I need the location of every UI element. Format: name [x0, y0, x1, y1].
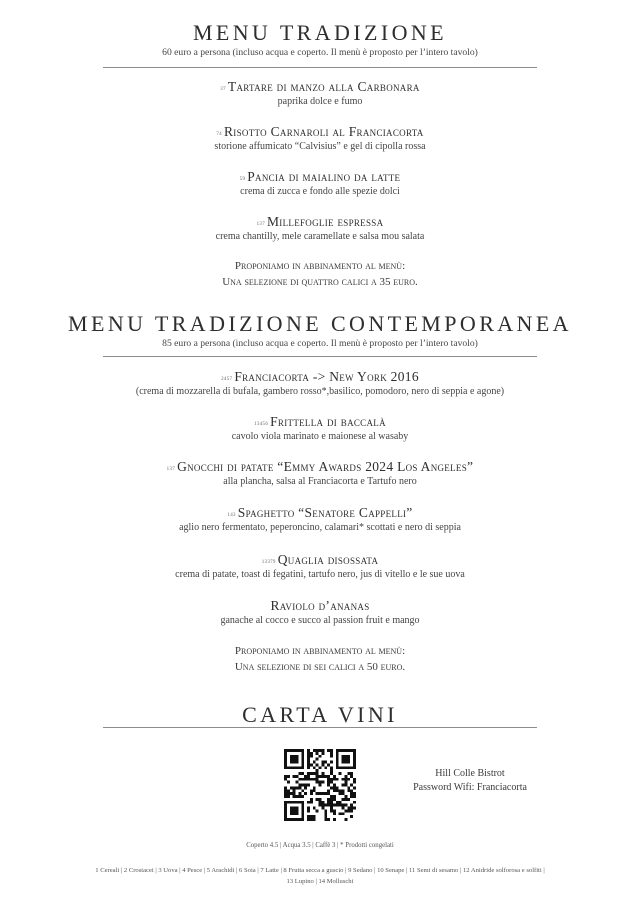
dish-description: ganache al cocco e succo al passion fruit e mango [220, 615, 420, 626]
wine-header [0, 702, 640, 728]
dish-description: paprika dolce e fumo [277, 96, 363, 107]
dish-name: Spaghetto “Senatore Cappelli” [237, 505, 413, 520]
menu2-dish-5 [40, 552, 600, 580]
dish-name: Pancia di maialino da latte [247, 169, 401, 184]
menu2-dish-3 [40, 459, 600, 487]
dish-description: alla plancha, salsa al Franciacorta e Tartufo nero [223, 476, 417, 487]
menu1-dish-4 [40, 214, 600, 242]
menu1-dish-3 [40, 169, 600, 197]
menu1-dish-1 [40, 79, 600, 107]
pairing-line-2: Una selezione di sei calici a 50 euro. [234, 661, 406, 673]
restaurant-name: Hill Colle Bistrot [435, 768, 505, 779]
menu2-dish-2 [40, 414, 600, 442]
dish-description: storione affumicato “Calvisius” e gel di cipolla rossa [214, 141, 426, 152]
price-notes: Coperto 4.5 | Acqua 3.5 | Caffè 3 | * Prodotti congelati [246, 842, 394, 849]
dish-name: Tartare di manzo alla Carbonara [227, 79, 420, 94]
dish-description: (crema di mozzarella di bufala, gambero rosso*,basilico, pomodoro, nero di seppia e agone) [135, 386, 505, 397]
wifi-password: Password Wifi: Franciacorta [413, 782, 527, 793]
menu2-header [0, 311, 640, 337]
wine-title: CARTA VINI [242, 702, 398, 727]
allergen-legend: 1 Cereali | 2 Crostacei | 3 Uova | 4 Pesce | 5 Arachidi | 6 Soia | 7 Latte | 8 Frutta secca a guscio | 9 Sedano | 10 Senape | 11 Semi di sesamo | 12 Anidride solforosa e solfiti | 13 Lupino | 14 Molluschi [95, 867, 545, 885]
allergen-codes: 137 [256, 222, 265, 227]
allergen-codes: 137 [166, 467, 176, 472]
dish-description: crema chantilly, mele caramellate e salsa mou salata [215, 231, 425, 242]
dish-name: Millefoglie espressa [267, 214, 384, 229]
wine-divider [103, 727, 537, 728]
menu2-title: MENU TRADIZIONE CONTEMPORANEA [68, 311, 572, 336]
dish-name: Risotto Carnaroli al Franciacorta [223, 124, 424, 139]
dish-name: Gnocchi di patate “Emmy Awards 2024 Los Angeles” [177, 459, 474, 474]
pairing-line-1: Proponiamo in abbinamento al menù: [234, 645, 406, 657]
dish-description: aglio nero fermentato, peperoncino, calamari* scottati e nero di seppia [179, 522, 461, 533]
pairing-line-2: Una selezione di quattro calici a 35 euro. [222, 276, 418, 288]
menu2-pairing [40, 643, 600, 675]
restaurant-info [400, 767, 540, 795]
menu2-divider [103, 356, 537, 357]
allergen-codes: 74 [216, 132, 222, 137]
menu1-dish-2 [40, 124, 600, 152]
menu1-header [0, 20, 640, 46]
dish-name: Frittella di baccalà [270, 414, 386, 429]
menu1-subtitle: 60 euro a persona (incluso acqua e coperto. Il menù è proposto per l’intero tavolo) [162, 47, 478, 58]
menu2-dish-4 [40, 505, 600, 533]
dish-name: Raviolo d’ananas [270, 598, 370, 613]
dish-description: cavolo viola marinato e maionese al wasaby [231, 431, 409, 442]
dish-description: crema di patate, toast di fegatini, tartufo nero, jus di vitello e le sue uova [175, 569, 465, 580]
menu2-subtitle: 85 euro a persona (incluso acqua e coperto. Il menù è proposto per l’intero tavolo) [162, 338, 478, 349]
menu1-divider [103, 67, 537, 68]
allergen-codes: 143 [227, 513, 236, 518]
menu1-title: MENU TRADIZIONE [192, 20, 448, 45]
allergen-codes: 59 [239, 177, 246, 182]
allergen-codes: 13456 [254, 422, 269, 427]
menu2-dish-6 [40, 598, 600, 626]
allergen-codes: 13379 [261, 560, 276, 565]
pairing-line-1: Proponiamo in abbinamento al menù: [234, 260, 406, 272]
menu1-pairing [40, 258, 600, 290]
menu2-dish-1 [40, 369, 600, 397]
dish-name: Quaglia disossata [277, 552, 379, 567]
qr-code-icon[interactable] [284, 749, 356, 821]
allergen-codes: 37 [220, 87, 226, 92]
dish-description: crema di zucca e fondo alle spezie dolci [240, 186, 400, 197]
dish-name: Franciacorta -> New York 2016 [234, 369, 419, 384]
allergen-codes: 2457 [221, 377, 233, 382]
